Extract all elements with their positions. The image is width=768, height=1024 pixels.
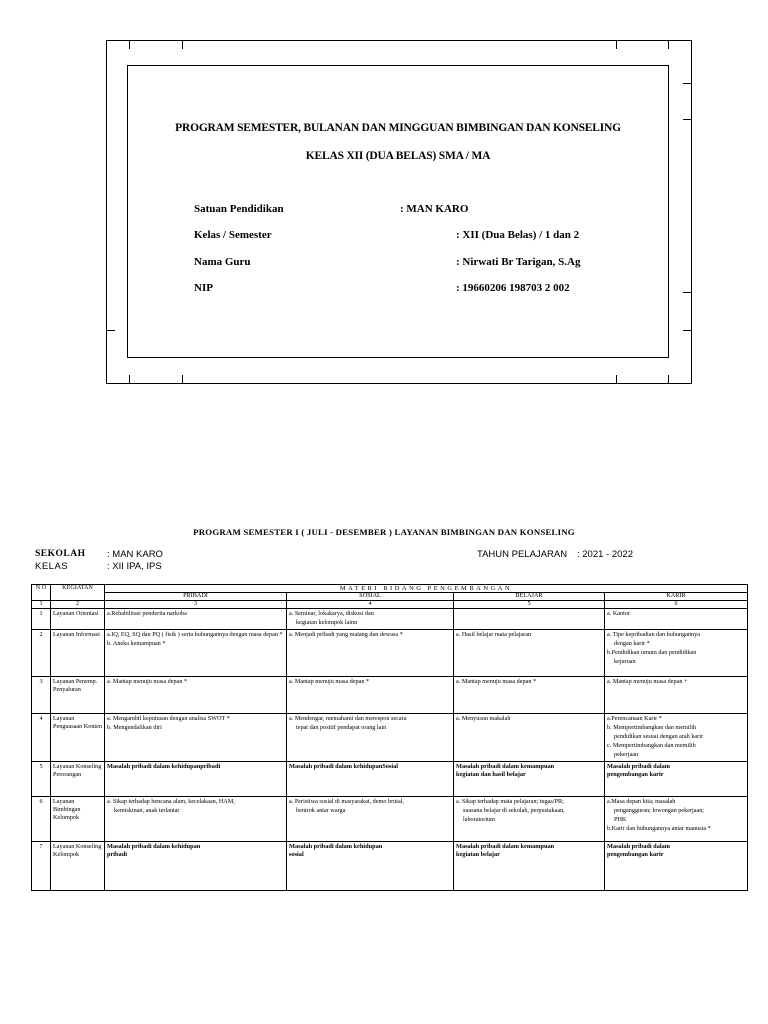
cell-karir — [605, 761, 748, 796]
row-kegiatan: Layanan Konseling Kelompok — [51, 841, 105, 890]
corner-tick — [106, 330, 115, 331]
col-number: 6 — [605, 600, 748, 608]
cell-line: a. Mantap menuju masa depan * — [289, 677, 370, 685]
cell-line: b.Karir dan hubungannya antar manusia * — [607, 824, 711, 832]
cell-line: a. Menjadi pribadi yang matang dan dewasa * — [289, 630, 403, 638]
corner-tick — [182, 40, 183, 49]
table-row — [32, 629, 748, 676]
cell-line: kegiatan dan hasil belajar — [456, 771, 526, 779]
cell-belajar — [454, 796, 605, 841]
cell-line: kemiskinan, anak terlantar — [114, 806, 180, 814]
cell-line: a. Mantap menuju masa depan * — [456, 677, 537, 685]
cell-pribadi — [105, 629, 287, 676]
cell-belajar — [454, 761, 605, 796]
cell-sosial — [287, 676, 454, 713]
cell-line: Masalah pribadi dalam kemampuan — [456, 762, 555, 770]
kelas-value: : XII IPA, IPS — [107, 561, 162, 572]
cell-sosial — [287, 796, 454, 841]
cell-line: a. Mantap menuju masa depan + — [607, 677, 688, 685]
corner-tick — [683, 330, 692, 331]
nip-value: : 19660206 198703 2 002 — [456, 282, 570, 294]
cell-line: kegiatan belajar — [456, 851, 500, 859]
cell-line: kegiatan kelompok lainn — [296, 618, 358, 626]
cell-line: pengembangan karir — [607, 851, 664, 859]
row-kegiatan: Layanan Orientasi — [51, 608, 105, 629]
row-number: 1 — [32, 608, 51, 629]
cell-sosial — [287, 608, 454, 629]
cell-line: a.Rehabilitasi penderita narkoba — [107, 609, 187, 617]
cell-line: c. Mempertimbangkan dan memilih — [607, 741, 696, 749]
corner-tick — [683, 83, 692, 84]
cell-sosial — [287, 841, 454, 890]
header-sosial: SOSIAL — [287, 593, 454, 601]
row-kegiatan: Layanan Penguasaan Konten — [51, 713, 105, 761]
col-number: 2 — [51, 600, 105, 608]
row-number: 4 — [32, 713, 51, 761]
col-number: 1 — [32, 600, 51, 608]
cell-line: tepat dan positif pendapat orang lain — [296, 723, 387, 731]
cell-karir — [605, 629, 748, 676]
col-number: 4 — [287, 600, 454, 608]
table-body — [32, 608, 748, 890]
cell-sosial — [287, 761, 454, 796]
cell-line: suasana belajar di sekolah, perpustakaan, — [463, 806, 565, 814]
header-belajar: BELAJAR — [454, 593, 605, 601]
tahun-value: : 2021 - 2022 — [577, 549, 633, 560]
cell-line: dengan karir * — [614, 639, 650, 647]
cell-line: bentrok antar warga — [296, 806, 346, 814]
corner-tick — [668, 40, 669, 49]
table-row — [32, 761, 748, 796]
row-kegiatan: Layanan Konseling Perorangan — [51, 761, 105, 796]
cover-subtitle: KELAS XII (DUA BELAS) SMA / MA — [305, 150, 491, 162]
row-number: 2 — [32, 629, 51, 676]
corner-tick — [683, 292, 692, 293]
cell-line: a. Hasil belajar mata pelajaran — [456, 630, 532, 638]
corner-tick — [129, 375, 130, 384]
tahun-label: TAHUN PELAJARAN — [477, 549, 568, 560]
cell-line: pengangguran; lowongan pekerjaan; — [614, 806, 705, 814]
col-number: 3 — [105, 600, 287, 608]
cell-line: kejuruan — [614, 657, 636, 665]
cell-line: sosial — [289, 851, 304, 859]
corner-tick — [668, 375, 669, 384]
program-title: PROGRAM SEMESTER I ( JULI - DESEMBER ) LAYANAN BIMBINGAN DAN KONSELING — [193, 527, 575, 537]
cell-pribadi — [105, 713, 287, 761]
kelas-label: KELAS — [35, 561, 69, 572]
header-materi: MATERI BIDANG PENGEMBANGAN — [105, 585, 748, 593]
cell-belajar — [454, 629, 605, 676]
row-number: 5 — [32, 761, 51, 796]
row-kegiatan: Layanan Informasi — [51, 629, 105, 676]
header-karir: KARIR — [605, 593, 748, 601]
cell-line: a. Seminar, lokakarya, diskusi dan — [289, 609, 374, 617]
cell-pribadi — [105, 796, 287, 841]
col-number: 5 — [454, 600, 605, 608]
corner-tick — [683, 119, 692, 120]
satuan-value: : MAN KARO — [400, 203, 469, 215]
cell-line: Masalah pribadi dalam kehidupanSosial — [289, 762, 399, 770]
cover-title: PROGRAM SEMESTER, BULANAN DAN MINGGUAN BIMBINGAN DAN KONSELING — [175, 122, 621, 134]
cell-line: b. Mempertimbangkan dan memilih — [607, 723, 697, 731]
table-row — [32, 841, 748, 890]
cell-line: a. Mantap menuju masa depan * — [107, 677, 188, 685]
cell-line: a. Sikap terhadap mata pelajaran; tugas/PR; — [456, 797, 564, 805]
cell-line: Masalah pribadi dalam kemampuan — [456, 842, 555, 850]
cell-line: Masalah pribadi dalam kehidupan — [289, 842, 383, 850]
cell-line: a. Kantor — [607, 609, 631, 617]
nip-label: NIP — [194, 282, 213, 294]
cell-karir — [605, 676, 748, 713]
cell-karir — [605, 841, 748, 890]
cell-line: PHK — [614, 815, 627, 823]
program-table — [31, 584, 748, 891]
cell-karir — [605, 608, 748, 629]
cell-line: Masalah pribadi dalam kehidupanpribadi — [107, 762, 221, 770]
cell-line: a. Tipe kepribadian dan hubungannya — [607, 630, 700, 638]
cell-line: a. Peristiwa sosial di masyarakat, demo brutal, — [289, 797, 404, 805]
cell-line: b. Aneka kemampuan * — [107, 639, 166, 647]
cell-line: a. Mengambil keputusan dengan analisa SWOT * — [107, 714, 230, 722]
cell-belajar — [454, 608, 605, 629]
kelas-label: Kelas / Semester — [194, 229, 272, 241]
cell-belajar — [454, 713, 605, 761]
row-kegiatan: Layanan Bimbingan Kelompok — [51, 796, 105, 841]
corner-tick — [616, 375, 617, 384]
cell-line: b. Mengendalikan diri — [107, 723, 162, 731]
table-row — [32, 713, 748, 761]
cell-line: laboratorium — [463, 815, 495, 823]
cell-sosial — [287, 629, 454, 676]
cell-line: pekerjaan — [614, 750, 639, 758]
corner-tick — [182, 375, 183, 384]
cell-line: a.Perencanaan Karir * — [607, 714, 662, 722]
guru-value: : Nirwati Br Tarigan, S.Ag — [456, 256, 581, 268]
cell-line: a. Sikap terhadap bencana alam, kecelakaan, HAM, — [107, 797, 235, 805]
cell-karir — [605, 713, 748, 761]
cell-line: b.Pendidikan umum dan pendidikan — [607, 648, 697, 656]
corner-tick — [616, 40, 617, 49]
cell-line: pendidikan sesuai dengan arah karir — [614, 732, 703, 740]
header-number-row — [32, 600, 748, 608]
cell-line: Masalah pribadi dalam — [607, 842, 670, 850]
cell-line: pengembangan karir — [607, 771, 664, 779]
row-number: 3 — [32, 676, 51, 713]
header-kegiatan: KEGIATAN — [51, 585, 105, 601]
sekolah-value: : MAN KARO — [107, 549, 163, 560]
header-no: N O — [32, 585, 51, 601]
cell-belajar — [454, 676, 605, 713]
guru-label: Nama Guru — [194, 256, 251, 268]
table-row — [32, 608, 748, 629]
row-number: 6 — [32, 796, 51, 841]
row-kegiatan: Layanan Penemp. Penyaluran — [51, 676, 105, 713]
row-number: 7 — [32, 841, 51, 890]
kelas-value: : XII (Dua Belas) / 1 dan 2 — [456, 229, 580, 241]
cell-line: a. Menyusun makalah — [456, 714, 511, 722]
cell-pribadi — [105, 761, 287, 796]
cell-line: Masalah pribadi dalam — [607, 762, 670, 770]
cell-pribadi — [105, 841, 287, 890]
table-row — [32, 796, 748, 841]
header-pribadi: PRIBADI — [105, 593, 287, 601]
satuan-label: Satuan Pendidikan — [194, 203, 284, 215]
cell-pribadi — [105, 608, 287, 629]
cell-belajar — [454, 841, 605, 890]
corner-tick — [129, 40, 130, 49]
cell-pribadi — [105, 676, 287, 713]
cell-karir — [605, 796, 748, 841]
cell-line: a. Mendengar, memahami dan merespon secara — [289, 714, 407, 722]
cell-sosial — [287, 713, 454, 761]
sekolah-label: SEKOLAH — [35, 549, 86, 559]
cell-line: a.IQ, EQ, SQ dan PQ ( fisik ) serta hubungannya dengan masa depan * — [107, 630, 283, 638]
table-row — [32, 676, 748, 713]
cell-line: pribadi — [107, 851, 127, 859]
cell-line: a.Masa depan kita; masalah — [607, 797, 676, 805]
cell-line: Masalah pribadi dalam kehidupan — [107, 842, 201, 850]
